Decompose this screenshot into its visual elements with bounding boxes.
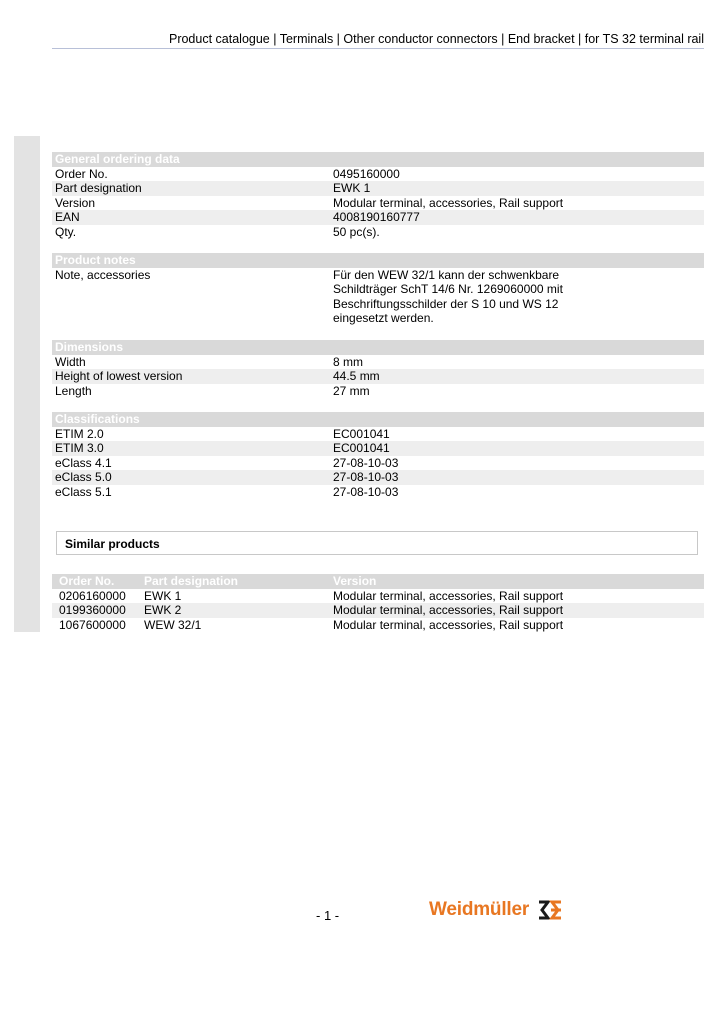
field-label: Height of lowest version xyxy=(55,369,183,383)
section-header: Dimensions xyxy=(52,340,704,355)
table-row xyxy=(52,369,704,384)
field-label: Length xyxy=(55,383,92,398)
field-value: 27-08-10-03 xyxy=(333,484,399,499)
dimensions-section xyxy=(52,340,704,398)
version: Modular terminal, accessories, Rail support xyxy=(333,603,564,617)
field-value: 8 mm xyxy=(333,354,363,369)
note-row xyxy=(52,268,704,326)
field-label: EAN xyxy=(55,210,80,224)
column-header: Version xyxy=(333,574,377,588)
table-row xyxy=(52,427,704,442)
breadcrumb: Product catalogue | Terminals | Other conductor connectors | End bracket | for TS 32 terminal rail xyxy=(168,32,704,46)
field-value: 0495160000 xyxy=(333,166,400,181)
table-row xyxy=(52,618,704,633)
product-notes-section xyxy=(52,253,704,326)
field-value: 27 mm xyxy=(333,383,370,398)
note-text: Für den WEW 32/1 kann der schwenkbare Schildträger SchT 14/6 Nr. 1269060000 mit Beschriftungsschilder der S 10 und WS 12 eingesetzt werden. xyxy=(333,267,563,325)
similar-products-table xyxy=(52,574,704,632)
table-row xyxy=(52,181,704,196)
field-value: 50 pc(s). xyxy=(333,224,380,239)
header-rule xyxy=(52,48,704,49)
general-ordering-section xyxy=(52,152,704,239)
field-label: eClass 4.1 xyxy=(55,455,112,470)
table-row xyxy=(52,167,704,182)
column-header: Part designation xyxy=(144,574,239,588)
brand-logo xyxy=(429,899,563,921)
side-bar xyxy=(14,136,40,632)
order-number: 0206160000 xyxy=(59,588,126,603)
section-header: General ordering data xyxy=(52,152,704,167)
field-label: eClass 5.1 xyxy=(55,484,112,499)
field-value: 44.5 mm xyxy=(333,369,380,383)
field-label: Qty. xyxy=(55,224,77,239)
part-designation: EWK 2 xyxy=(144,603,182,617)
table-row xyxy=(52,589,704,604)
similar-products-heading: Similar products xyxy=(56,531,698,555)
table-row xyxy=(52,196,704,211)
field-label: ETIM 3.0 xyxy=(55,441,104,455)
table-row xyxy=(52,603,704,618)
order-number: 0199360000 xyxy=(59,603,126,617)
page-number: - 1 - xyxy=(316,908,340,923)
field-label: Order No. xyxy=(55,166,108,181)
field-label: ETIM 2.0 xyxy=(55,426,104,441)
section-header: Product notes xyxy=(52,253,704,268)
section-header: Classifications xyxy=(52,412,704,427)
classifications-section xyxy=(52,412,704,499)
table-row xyxy=(52,225,704,240)
table-row xyxy=(52,485,704,500)
field-label: Part designation xyxy=(55,181,142,195)
field-label: Version xyxy=(55,195,96,210)
table-row xyxy=(52,456,704,471)
table-row xyxy=(52,355,704,370)
field-value: Modular terminal, accessories, Rail support xyxy=(333,195,564,210)
table-row xyxy=(52,470,704,485)
column-header: Order No. xyxy=(59,574,115,588)
brand-name: Weidmüller xyxy=(429,899,530,920)
version: Modular terminal, accessories, Rail support xyxy=(333,588,564,603)
field-value: 4008190160777 xyxy=(333,210,420,224)
field-label: eClass 5.0 xyxy=(55,470,112,484)
version: Modular terminal, accessories, Rail support xyxy=(333,617,564,632)
field-value: EWK 1 xyxy=(333,181,371,195)
field-value: 27-08-10-03 xyxy=(333,470,399,484)
table-row xyxy=(52,441,704,456)
weidmuller-logo-icon xyxy=(537,899,563,921)
table-header xyxy=(52,574,704,589)
field-value: 27-08-10-03 xyxy=(333,455,399,470)
field-label: Width xyxy=(55,354,86,369)
field-label: Note, accessories xyxy=(55,267,151,282)
table-row xyxy=(52,210,704,225)
field-value: EC001041 xyxy=(333,426,390,441)
part-designation: WEW 32/1 xyxy=(144,617,202,632)
field-value: EC001041 xyxy=(333,441,390,455)
part-designation: EWK 1 xyxy=(144,588,182,603)
table-row xyxy=(52,384,704,399)
order-number: 1067600000 xyxy=(59,617,126,632)
